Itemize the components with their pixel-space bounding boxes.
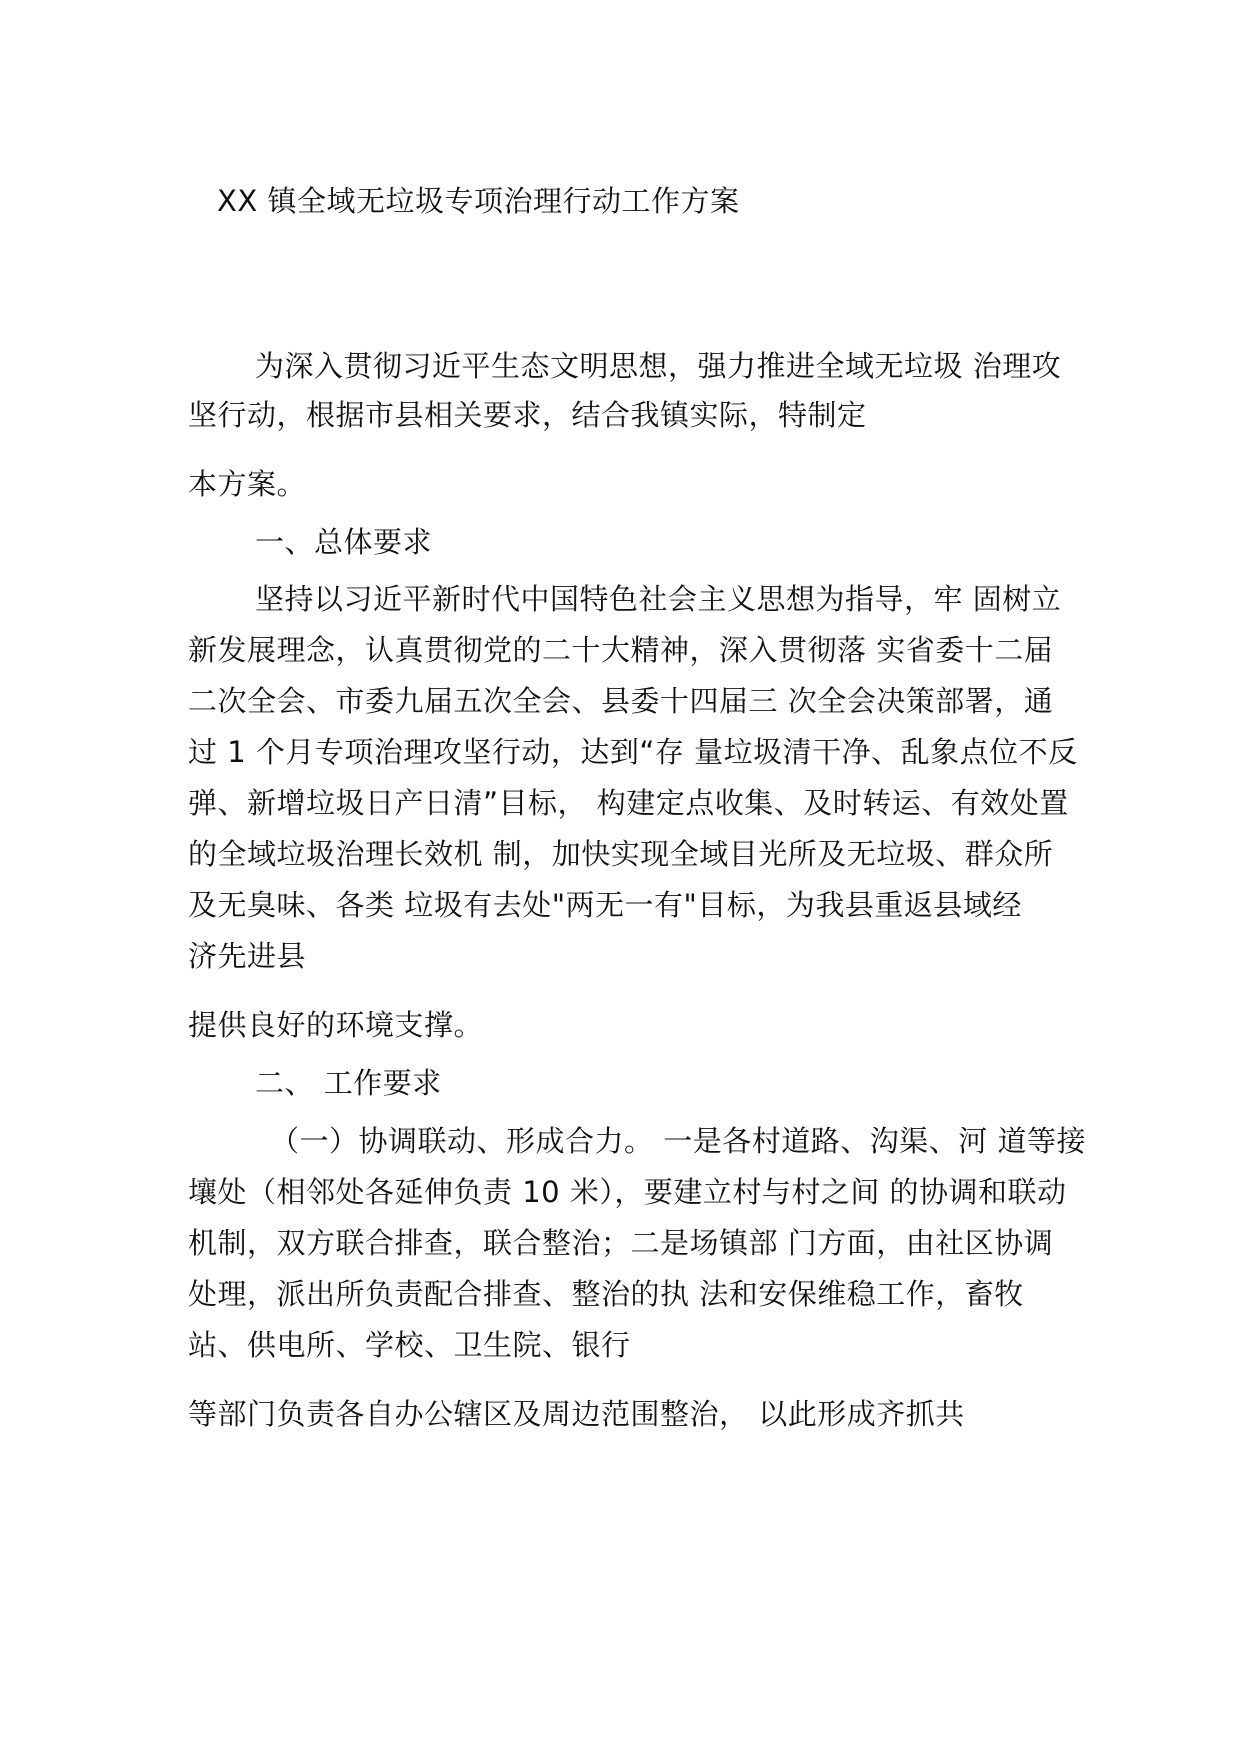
paragraph-line: （一）协调联动、形成合力。 一是各村道路、沟渠、河 道等接 — [270, 1124, 1086, 1158]
paragraph-line: 等部门负责各自办公辖区及周边范围整治， 以此形成齐抓共 — [188, 1397, 965, 1431]
document-title: XX 镇全域无垃圾专项治理行动工作方案 — [217, 184, 740, 218]
paragraph-line: 弹、新增垃圾日产日清”目标， 构建定点收集、及时转运、有效处置 — [188, 786, 1069, 820]
paragraph-line: 新发展理念，认真贯彻党的二十大精神，深入贯彻落 实省委十二届 — [188, 633, 1054, 667]
paragraph-line: 二次全会、市委九届五次全会、县委十四届三 次全会决策部署，通 — [188, 684, 1054, 718]
paragraph-line: 坚行动，根据市县相关要求，结合我镇实际，特制定 — [188, 398, 867, 432]
paragraph-line: 壤处（相邻处各延伸负责 10 米），要建立村与村之间 的协调和联动 — [188, 1175, 1067, 1209]
paragraph-line: 处理，派出所负责配合排查、整治的执 法和安保维稳工作，畜牧 — [188, 1277, 1024, 1311]
paragraph-line: 过 1 个月专项治理攻坚行动，达到“存 量垃圾清干净、乱象点位不反 — [188, 735, 1078, 769]
paragraph-line: 为深入贯彻习近平生态文明思想，强力推进全域无垃圾 治理攻 — [255, 349, 1062, 383]
paragraph-line: 的全域垃圾治理长效机 制，加快实现全域目光所及无垃圾、群众所 — [188, 837, 1054, 871]
paragraph-line: 站、供电所、学校、卫生院、银行 — [188, 1328, 631, 1362]
paragraph-line: 机制，双方联合排查，联合整治；二是场镇部 门方面，由社区协调 — [188, 1226, 1054, 1260]
paragraph-line: 提供良好的环境支撑。 — [188, 1008, 484, 1042]
paragraph-line: 本方案。 — [188, 467, 307, 501]
section-heading-1: 一、总体要求 — [255, 525, 433, 559]
paragraph-line: 及无臭味、各类 垃圾有去处"两无一有"目标，为我县重返县域经 — [188, 888, 1022, 922]
paragraph-line: 坚持以习近平新时代中国特色社会主义思想为指导，牢 固树立 — [255, 582, 1062, 616]
section-heading-2: 二、 工作要求 — [255, 1066, 442, 1100]
paragraph-line: 济先进县 — [188, 939, 307, 973]
